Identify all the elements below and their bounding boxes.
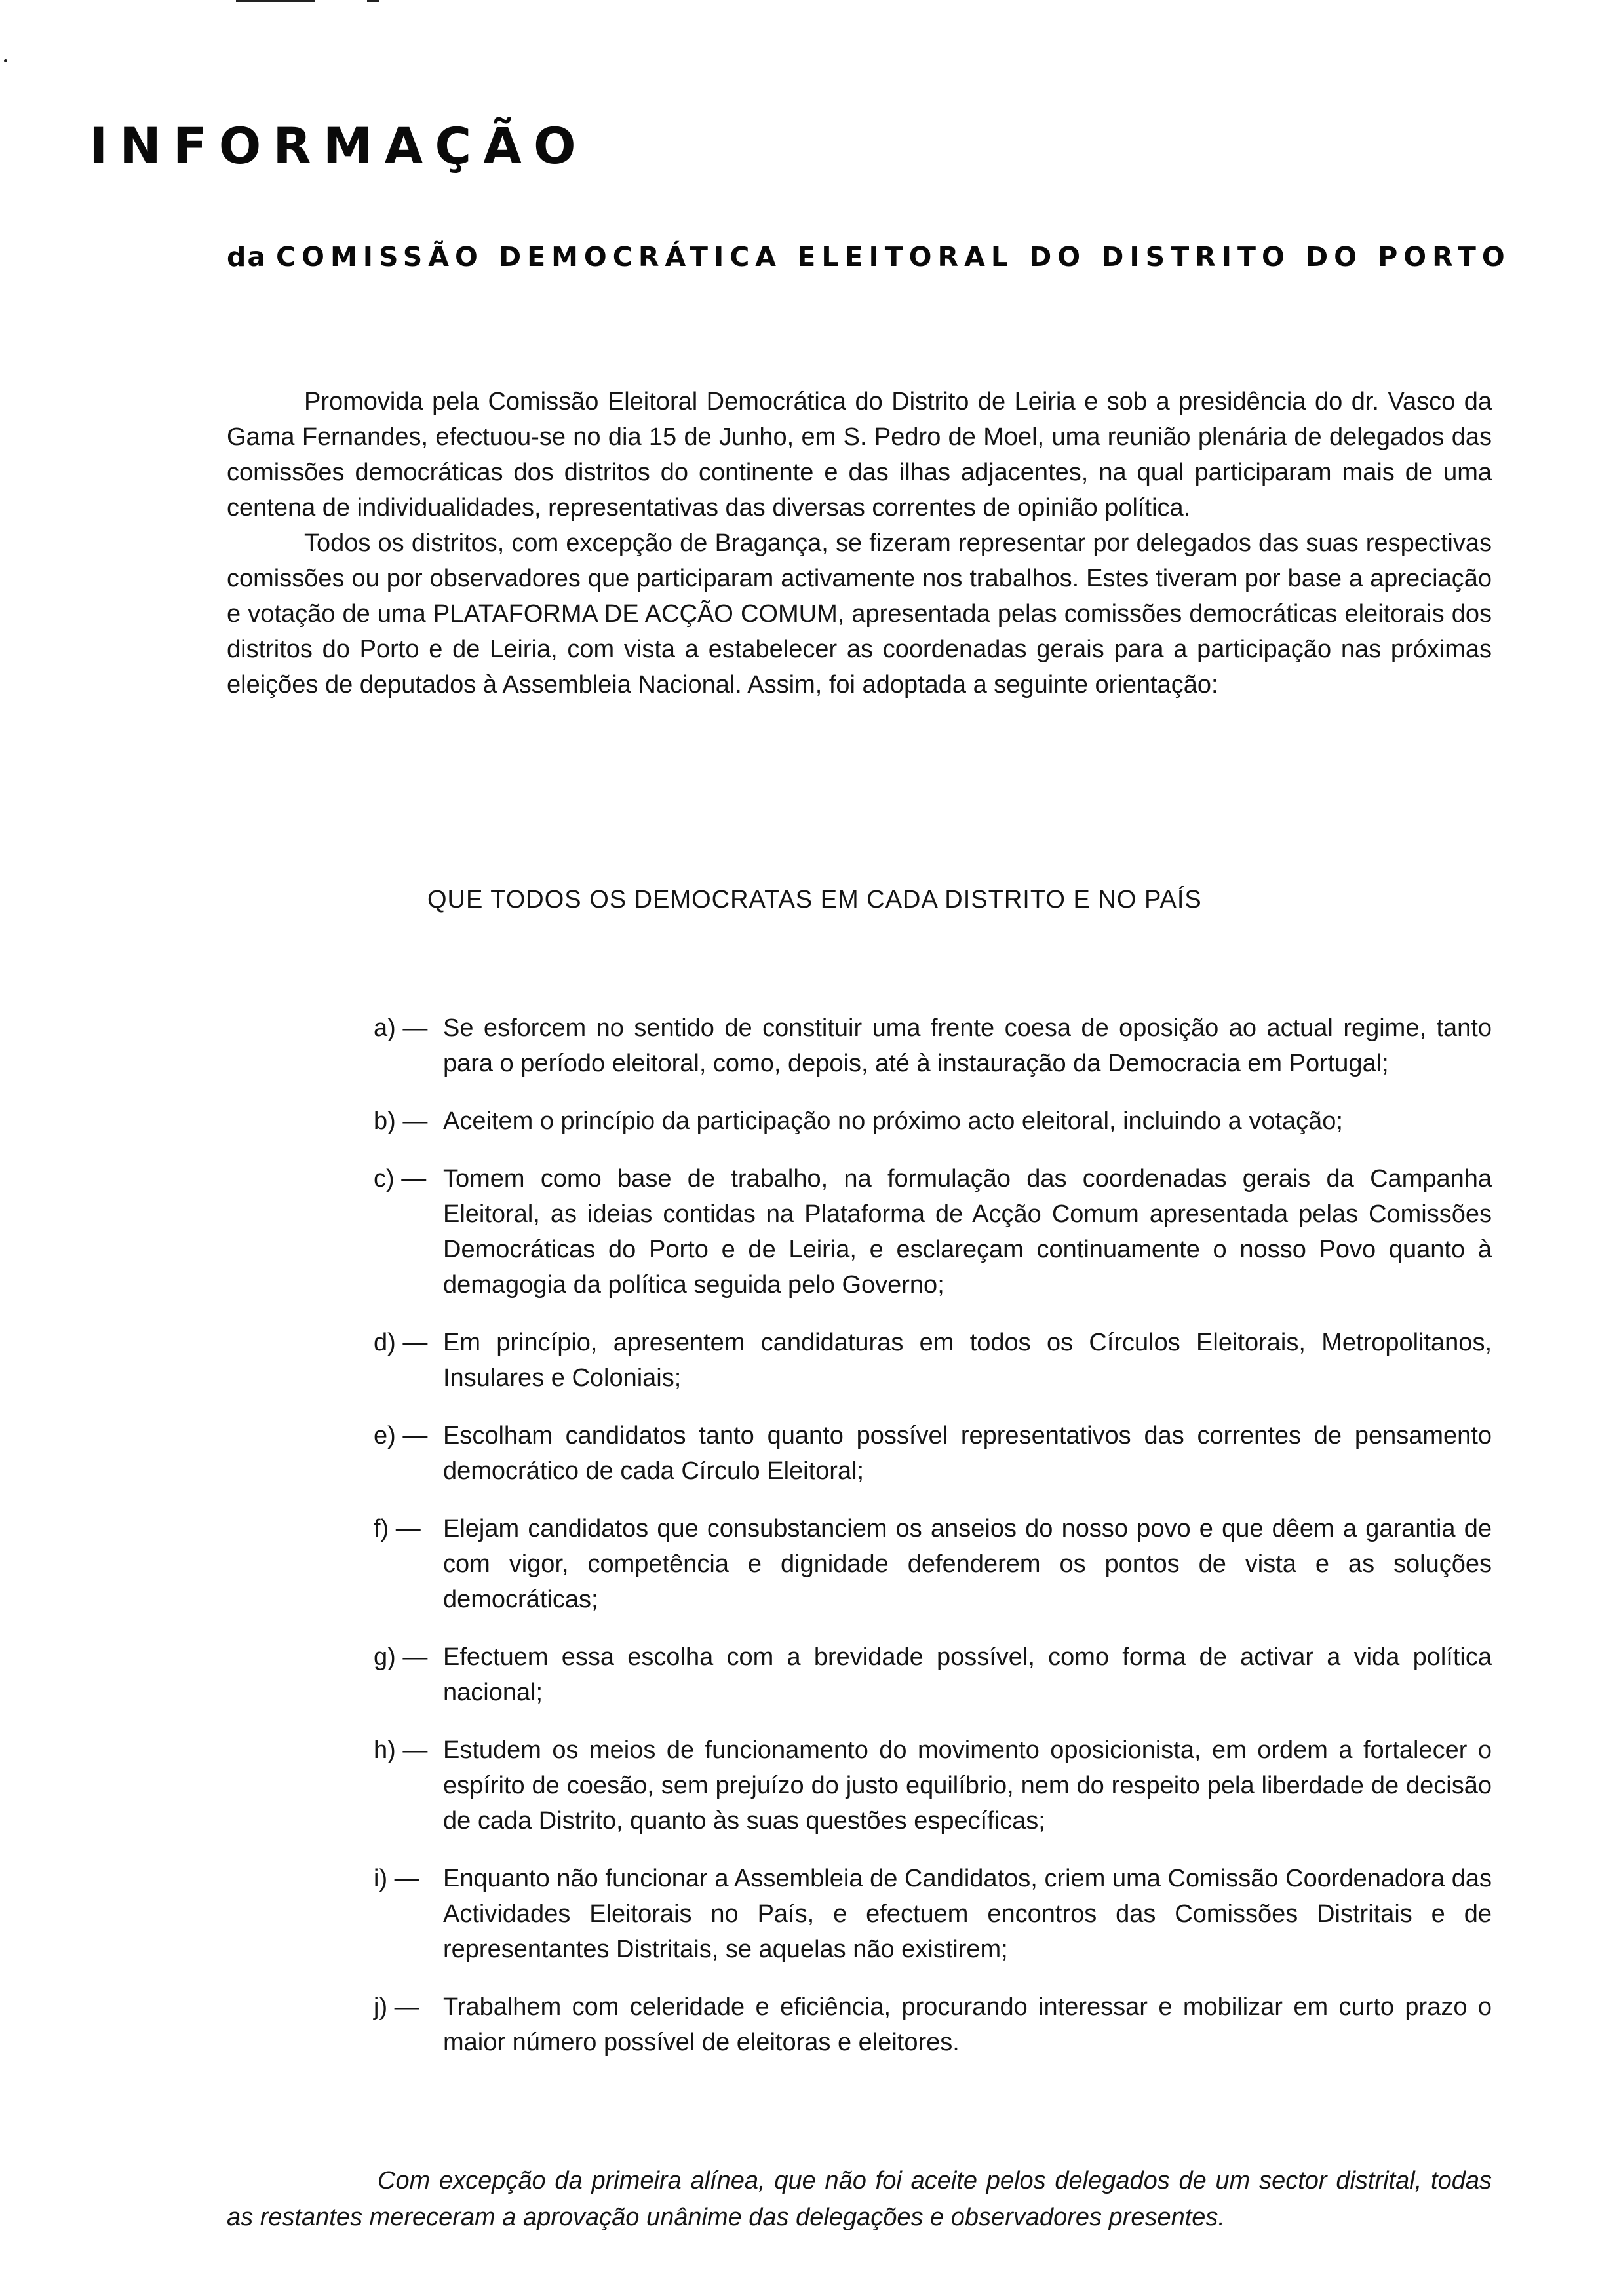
section-heading: QUE TODOS OS DEMOCRATAS EM CADA DISTRITO E NO PAÍS [427,886,1202,913]
list-item [374,1861,1492,1967]
list-item [374,1010,1492,1081]
item-letter: c) — [374,1165,427,1193]
item-text: Tomem como base de trabalho, na formulação das coordenadas gerais da Campanha Eleitoral, as ideias contidas na Plataforma de Acção Comum apresentada pelas Comissões Democráticas do Porto e de Leiria, e esclareçam continuamente o nosso Povo quanto à demagogia da política seguida pelo Governo; [443,1165,1492,1299]
item-letter: j) — [374,1993,419,2021]
subtitle-prefix: da [227,241,267,273]
closing-note: Com excepção da primeira alínea, que não foi aceite pelos delegados de um sector distrital, todas as restantes mereceram a aprovação unânime das delegações e observadores presentes. [227,2167,1492,2231]
document-title: INFORMAÇÃO [89,117,588,175]
item-text: Em princípio, apresentem candidaturas em todos os Círculos Eleitorais, Metropolitanos, Insulares e Coloniais; [443,1329,1492,1392]
list-item [374,1161,1492,1303]
item-text: Elejam candidatos que consubstanciem os anseios do nosso povo e que dêem a garantia de com vigor, competência e dignidade defenderem os pontos de vista e as soluções democráticas; [443,1515,1492,1613]
document-subtitle [227,241,1511,273]
scan-artifact [4,59,7,62]
item-text: Estudem os meios de funcionamento do movimento oposicionista, em ordem a fortalecer o espírito de coesão, sem prejuízo do justo equilíbrio, nem do respeito pela liberdade de decisão de cada Distrito, quanto às suas questões específicas; [443,1736,1492,1835]
list-item [374,1511,1492,1617]
item-text: Escolham candidatos tanto quanto possível representativos das correntes de pensamento democrático de cada Círculo Eleitoral; [443,1422,1492,1485]
list-item [374,1989,1492,2060]
subtitle-main: COMISSÃO DEMOCRÁTICA ELEITORAL DO DISTRITO DO PORTO [276,241,1511,273]
item-letter: g) — [374,1643,428,1671]
intro-section [227,384,1492,702]
scan-artifact [367,0,379,2]
item-letter: f) — [374,1515,421,1542]
item-text: Enquanto não funcionar a Assembleia de Candidatos, criem uma Comissão Coordenadora das Actividades Eleitorais no País, e efectuem encontros das Comissões Distritais e de representantes Distritais, se aquelas não existirem; [443,1865,1492,1963]
item-text: Trabalhem com celeridade e eficiência, procurando interessar e mobilizar em curto prazo o maior número possível de eleitoras e eleitores. [443,1993,1492,2056]
intro-paragraph-1: Promovida pela Comissão Eleitoral Democrática do Distrito de Leiria e sob a presidência do dr. Vasco da Gama Fernandes, efectuou-se no dia 15 de Junho, em S. Pedro de Moel, uma reunião plenária de delegados das comissões democráticas dos distritos do continente e das ilhas adjacentes, na qual participaram mais de uma centena de individualidades, representativas das diversas correntes de opinião política. [227,388,1492,522]
item-letter: i) — [374,1865,419,1892]
list-item [374,1418,1492,1489]
list-item [374,1325,1492,1396]
resolution-list [374,1010,1492,2082]
item-letter: a) — [374,1014,428,1042]
item-text: Se esforcem no sentido de constituir uma frente coesa de oposição ao actual regime, tanto para o período eleitoral, como, depois, até à instauração da Democracia em Portugal; [443,1014,1492,1077]
item-letter: h) — [374,1736,428,1764]
scan-artifact [236,0,315,2]
list-item [374,1732,1492,1839]
item-letter: d) — [374,1329,428,1356]
item-text: Aceitem o princípio da participação no próximo acto eleitoral, incluindo a votação; [443,1107,1343,1135]
item-text: Efectuem essa escolha com a brevidade possível, como forma de activar a vida política nacional; [443,1643,1492,1706]
list-item [374,1639,1492,1710]
intro-paragraph-2: Todos os distritos, com excepção de Bragança, se fizeram representar por delegados das suas respectivas comissões ou por observadores que participaram activamente nos trabalhos. Estes tiveram por base a apreciação e votação de uma PLATAFORMA DE ACÇÃO COMUM, apresentada pelas comissões democráticas eleitorais dos distritos do Porto e de Leiria, com vista a estabelecer as coordenadas gerais para a participação nas próximas eleições de deputados à Assembleia Nacional. Assim, foi adoptada a seguinte orientação: [227,529,1492,698]
list-item [374,1103,1492,1139]
item-letter: b) — [374,1107,428,1135]
item-letter: e) — [374,1422,428,1449]
